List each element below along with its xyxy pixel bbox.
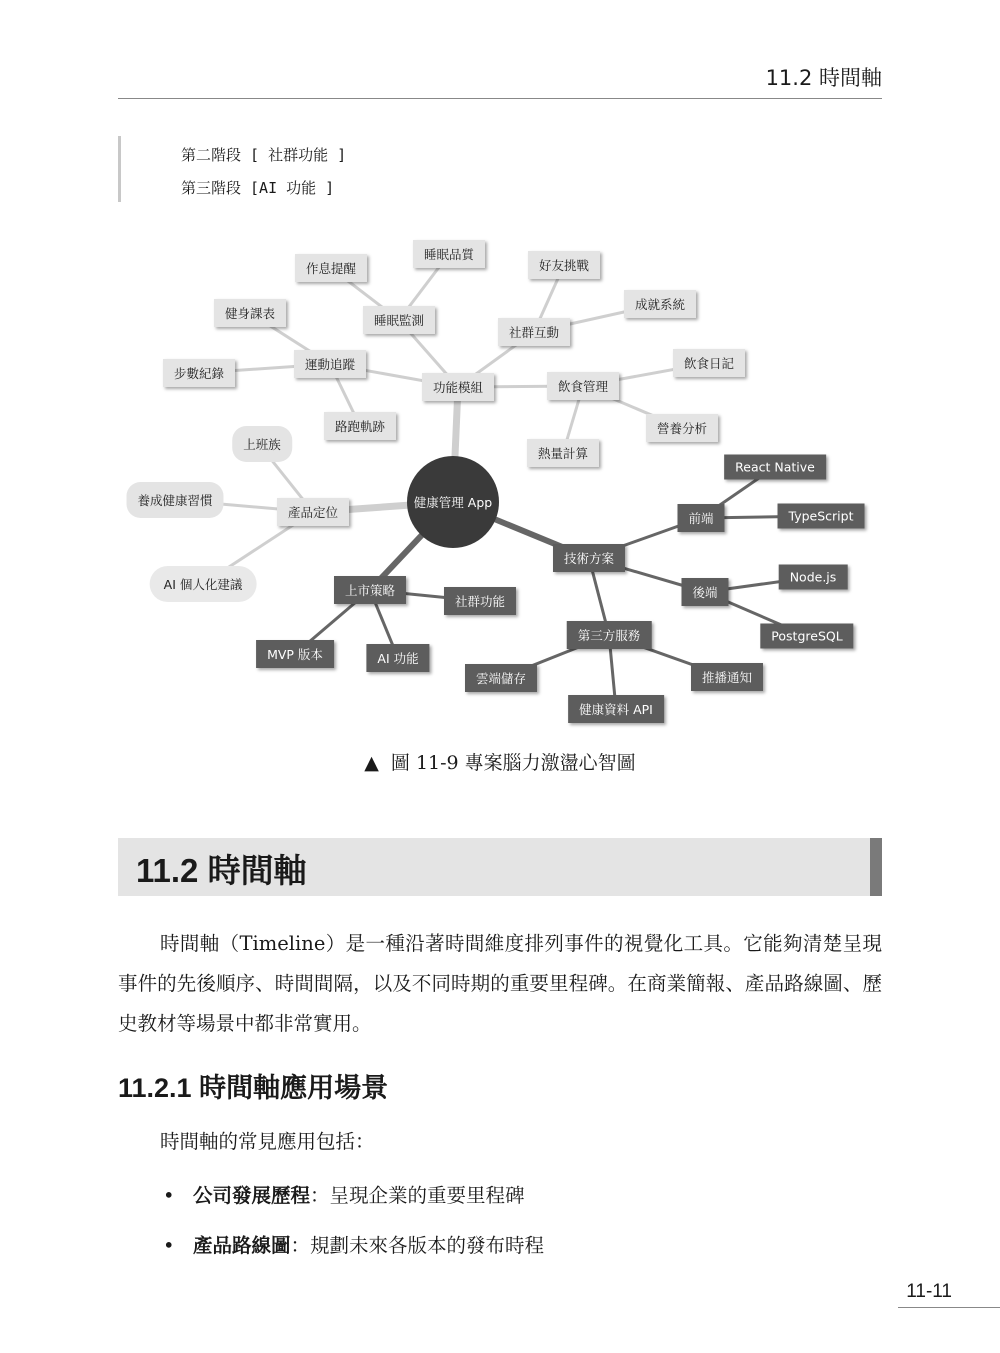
node-exercise-tracking: 運動追蹤 xyxy=(294,350,366,378)
node-positioning: 產品定位 xyxy=(277,498,349,526)
node-backend: 後端 xyxy=(681,578,728,606)
node-running-track: 路跑軌跡 xyxy=(324,412,396,440)
node-mvp: MVP 版本 xyxy=(256,640,334,668)
triangle-icon: ▲ xyxy=(364,752,379,774)
page-number-rule xyxy=(898,1307,1000,1308)
node-social-feature: 社群功能 xyxy=(444,587,516,615)
node-office-worker: 上班族 xyxy=(232,426,292,462)
node-function-module: 功能模組 xyxy=(422,373,494,401)
body-paragraph: 時間軸（Timeline）是一種沿著時間維度排列事件的視覺化工具。它能夠清楚呈現事件的先後順序、時間間隔，以及不同時期的重要里程碑。在商業簡報、產品路線圖、歷史教材等場景中都非常實用。 xyxy=(118,932,882,1035)
list-item-term: 產品路線圖 xyxy=(193,1234,291,1257)
node-react-native: React Native xyxy=(724,455,826,480)
mind-map xyxy=(118,232,882,732)
node-nodejs: Node.js xyxy=(779,565,848,590)
node-launch-strategy: 上市策略 xyxy=(334,576,406,604)
node-push-notification: 推播通知 xyxy=(691,663,763,691)
section-title: 11.2 時間軸 xyxy=(136,852,307,889)
list-item-desc: ：規劃未來各版本的發布時程 xyxy=(290,1234,545,1257)
list-item-term: 公司發展歷程 xyxy=(193,1184,311,1207)
header-rule xyxy=(118,98,882,99)
bullet-icon: • xyxy=(163,1184,175,1207)
node-ai-personal: AI 個人化建議 xyxy=(150,566,257,602)
list-item xyxy=(163,1180,525,1208)
node-postgresql: PostgreSQL xyxy=(760,624,853,649)
node-achievement: 成就系統 xyxy=(624,290,696,318)
node-typescript: TypeScript xyxy=(778,504,865,529)
node-rest-reminder: 作息提醒 xyxy=(295,254,367,282)
node-step-record: 步數紀錄 xyxy=(163,359,235,387)
node-nutrition-analysis: 營養分析 xyxy=(646,414,718,442)
bullet-icon: • xyxy=(163,1234,175,1257)
node-ai-feature: AI 功能 xyxy=(366,644,429,672)
node-fitness-plan: 健身課表 xyxy=(214,299,286,327)
node-calorie-calc: 熱量計算 xyxy=(527,439,599,467)
code-block xyxy=(118,136,346,202)
node-sleep-quality: 睡眠品質 xyxy=(413,240,485,268)
figure-caption xyxy=(0,748,1000,775)
node-frontend: 前端 xyxy=(677,504,724,532)
code-line: 第二階段 [ 社群功能 ] xyxy=(181,146,347,164)
node-friend-challenge: 好友挑戰 xyxy=(528,251,600,279)
list-item-desc: ：呈現企業的重要里程碑 xyxy=(310,1184,525,1207)
running-header: 11.2 時間軸 xyxy=(765,66,882,90)
node-social: 社群互動 xyxy=(498,318,570,346)
node-third-party: 第三方服務 xyxy=(567,621,652,649)
node-health-api: 健康資料 API xyxy=(568,695,664,723)
code-line: 第三階段 [AI 功能 ] xyxy=(181,179,335,197)
subsection-title: 11.2.1 時間軸應用場景 xyxy=(118,1073,389,1103)
section-bar-accent xyxy=(870,838,882,896)
node-tech-plan: 技術方案 xyxy=(553,544,625,572)
node-cloud-storage: 雲端儲存 xyxy=(465,664,537,692)
node-sleep-monitor: 睡眠監測 xyxy=(363,306,435,334)
node-diet-management: 飲食管理 xyxy=(547,372,619,400)
mindmap-center-node: 健康管理 App xyxy=(407,456,499,548)
node-diet-diary: 飲食日記 xyxy=(673,349,745,377)
node-healthy-habit: 養成健康習慣 xyxy=(126,482,223,518)
list-item xyxy=(163,1230,544,1258)
page-number: 11-11 xyxy=(906,1281,952,1302)
caption-text: 圖 11-9 專案腦力激盪心智圖 xyxy=(390,752,636,774)
list-intro: 時間軸的常見應用包括： xyxy=(160,1130,375,1153)
